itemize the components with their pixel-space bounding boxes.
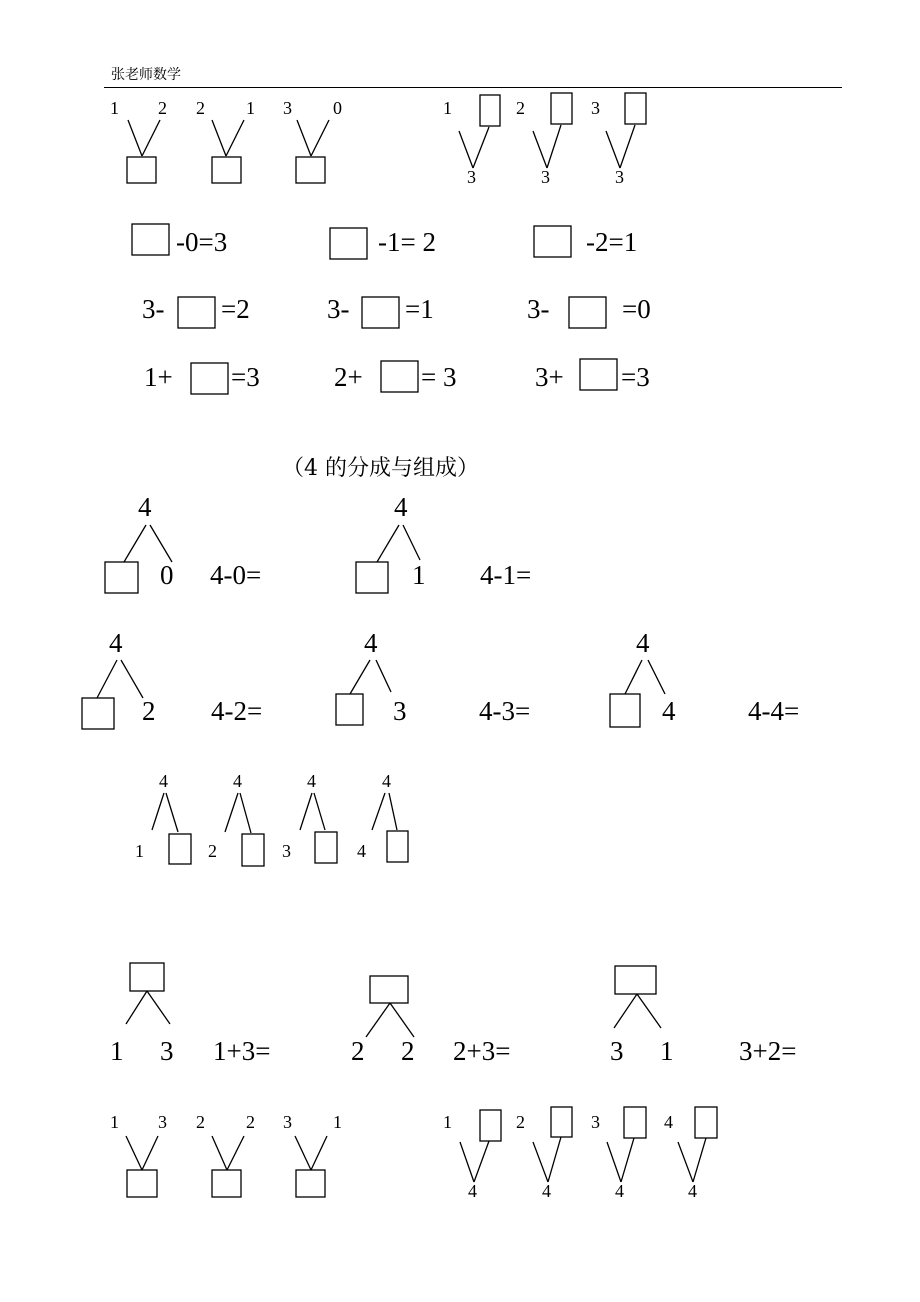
s1-diag-given: 2 <box>516 98 525 118</box>
s2-equation: 4-2= <box>211 696 263 726</box>
answer-box[interactable] <box>356 562 388 593</box>
answer-box[interactable] <box>624 1107 646 1138</box>
s1-diag-given: 3 <box>591 98 600 118</box>
s5-diag-root: 4 <box>615 1181 624 1201</box>
s1-diag-2 <box>516 93 572 187</box>
answer-box[interactable] <box>610 694 640 727</box>
answer-box[interactable] <box>551 1107 572 1137</box>
answer-box[interactable] <box>169 834 191 864</box>
eq2-post: =0 <box>622 294 651 324</box>
s2-root: 4 <box>394 492 408 522</box>
s1-diag-root: 3 <box>467 167 476 187</box>
answer-box[interactable] <box>105 562 138 593</box>
s2-tree-4 <box>336 628 530 726</box>
s4-right: 1 <box>660 1036 674 1066</box>
answer-box[interactable] <box>615 966 656 994</box>
s3-tree-1 <box>135 771 191 864</box>
s5-diag-1 <box>443 1110 501 1201</box>
s4-right: 2 <box>401 1036 415 1066</box>
s3-tree-2 <box>208 771 264 866</box>
eq1-item: -1= 2 <box>378 227 436 257</box>
eq1-item: -0=3 <box>176 227 228 257</box>
s2-tree-1 <box>105 492 261 593</box>
s1-diag-root: 3 <box>615 167 624 187</box>
s2-root: 4 <box>364 628 378 658</box>
s4-equation: 1+3= <box>213 1036 271 1066</box>
s3-root: 4 <box>307 771 316 791</box>
s4-left: 2 <box>351 1036 365 1066</box>
eq3-pre: 1+ <box>144 362 173 392</box>
s2-equation: 4-0= <box>210 560 262 590</box>
s4-left: 3 <box>610 1036 624 1066</box>
answer-box[interactable] <box>315 832 337 863</box>
s1-tree-left: 3 <box>283 98 292 118</box>
answer-box[interactable] <box>381 361 418 392</box>
s3-left: 4 <box>357 841 366 861</box>
s2-root: 4 <box>636 628 650 658</box>
s1-tree-left: 1 <box>110 98 119 118</box>
s4-right: 3 <box>160 1036 174 1066</box>
answer-box[interactable] <box>212 157 241 183</box>
s1-diag-root: 3 <box>541 167 550 187</box>
s2-known: 2 <box>142 696 156 726</box>
eq3-pre: 2+ <box>334 362 363 392</box>
answer-box[interactable] <box>130 963 164 991</box>
s5-diag-root: 4 <box>688 1181 697 1201</box>
s3-left: 1 <box>135 841 144 861</box>
eq2-row <box>142 294 651 328</box>
s5-diag-4 <box>664 1107 717 1201</box>
s5-diag-given: 1 <box>443 1112 452 1132</box>
eq2-pre: 3- <box>527 294 550 324</box>
s2-equation: 4-3= <box>479 696 531 726</box>
s5-tree-right: 1 <box>333 1112 342 1132</box>
s1-tree-right: 0 <box>333 98 342 118</box>
answer-box[interactable] <box>695 1107 717 1138</box>
answer-box[interactable] <box>387 831 408 862</box>
answer-box[interactable] <box>580 359 617 390</box>
s5-tree-3 <box>283 1112 342 1197</box>
answer-box[interactable] <box>336 694 363 725</box>
eq2-pre: 3- <box>142 294 165 324</box>
eq1-item: -2=1 <box>586 227 638 257</box>
s3-left: 2 <box>208 841 217 861</box>
answer-box[interactable] <box>191 363 228 394</box>
s4-tree-3 <box>610 966 796 1066</box>
s1-diag-given: 1 <box>443 98 452 118</box>
s2-known: 1 <box>412 560 426 590</box>
s2-tree-3 <box>82 628 262 729</box>
answer-box[interactable] <box>127 157 156 183</box>
eq3-post: = 3 <box>421 362 457 392</box>
s1-diag-3 <box>591 93 646 187</box>
s1-tree-2 <box>196 98 255 183</box>
answer-box[interactable] <box>480 1110 501 1141</box>
s3-left: 3 <box>282 841 291 861</box>
s2-equation: 4-1= <box>480 560 532 590</box>
s5-diag-given: 3 <box>591 1112 600 1132</box>
answer-box[interactable] <box>534 226 571 257</box>
s4-equation: 2+3= <box>453 1036 511 1066</box>
s1-tree-right: 2 <box>158 98 167 118</box>
s2-equation: 4-4= <box>748 696 800 726</box>
answer-box[interactable] <box>242 834 264 866</box>
s5-diag-root: 4 <box>468 1181 477 1201</box>
s2-root: 4 <box>109 628 123 658</box>
s3-root: 4 <box>233 771 242 791</box>
answer-box[interactable] <box>370 976 408 1003</box>
answer-box[interactable] <box>296 1170 325 1197</box>
answer-box[interactable] <box>296 157 325 183</box>
s2-known: 0 <box>160 560 174 590</box>
s4-left: 1 <box>110 1036 124 1066</box>
s4-tree-2 <box>351 976 510 1066</box>
answer-box[interactable] <box>127 1170 157 1197</box>
eq2-pre: 3- <box>327 294 350 324</box>
s5-diag-given: 2 <box>516 1112 525 1132</box>
s1-diag-1 <box>443 95 500 187</box>
answer-box[interactable] <box>330 228 367 259</box>
s1-tree-right: 1 <box>246 98 255 118</box>
s1-tree-1 <box>110 98 167 183</box>
answer-box[interactable] <box>480 95 500 126</box>
s3-root: 4 <box>159 771 168 791</box>
s4-equation: 3+2= <box>739 1036 797 1066</box>
eq3-pre: 3+ <box>535 362 564 392</box>
s5-tree-left: 1 <box>110 1112 119 1132</box>
header-title: 张老师数学 <box>111 67 181 83</box>
eq3-post: =3 <box>621 362 650 392</box>
s2-tree-5 <box>610 628 799 727</box>
s3-root: 4 <box>382 771 391 791</box>
s5-diag-root: 4 <box>542 1181 551 1201</box>
s5-tree-right: 2 <box>246 1112 255 1132</box>
eq3-row <box>144 359 650 394</box>
s5-tree-1 <box>110 1112 167 1197</box>
s2-known: 3 <box>393 696 407 726</box>
eq1-row <box>132 224 637 259</box>
s2-root: 4 <box>138 492 152 522</box>
s2-known: 4 <box>662 696 676 726</box>
s5-tree-2 <box>196 1112 255 1197</box>
s1-tree-left: 2 <box>196 98 205 118</box>
s1-tree-3 <box>283 98 342 183</box>
s3-tree-3 <box>282 771 337 863</box>
section-title: （4 的分成与组成） <box>282 456 479 481</box>
eq2-post: =1 <box>405 294 434 324</box>
s5-diag-3 <box>591 1107 646 1201</box>
s5-tree-left: 2 <box>196 1112 205 1132</box>
s4-tree-1 <box>110 963 270 1066</box>
s5-diag-2 <box>516 1107 572 1201</box>
s5-tree-right: 3 <box>158 1112 167 1132</box>
answer-box[interactable] <box>132 224 169 255</box>
eq2-post: =2 <box>221 294 250 324</box>
answer-box[interactable] <box>362 297 399 328</box>
answer-box[interactable] <box>625 93 646 124</box>
s3-tree-4 <box>357 771 408 862</box>
answer-box[interactable] <box>212 1170 241 1197</box>
answer-box[interactable] <box>569 297 606 328</box>
s5-tree-left: 3 <box>283 1112 292 1132</box>
eq3-post: =3 <box>231 362 260 392</box>
s2-tree-2 <box>356 492 531 593</box>
answer-box[interactable] <box>551 93 572 124</box>
answer-box[interactable] <box>178 297 215 328</box>
s5-diag-given: 4 <box>664 1112 673 1132</box>
answer-box[interactable] <box>82 698 114 729</box>
